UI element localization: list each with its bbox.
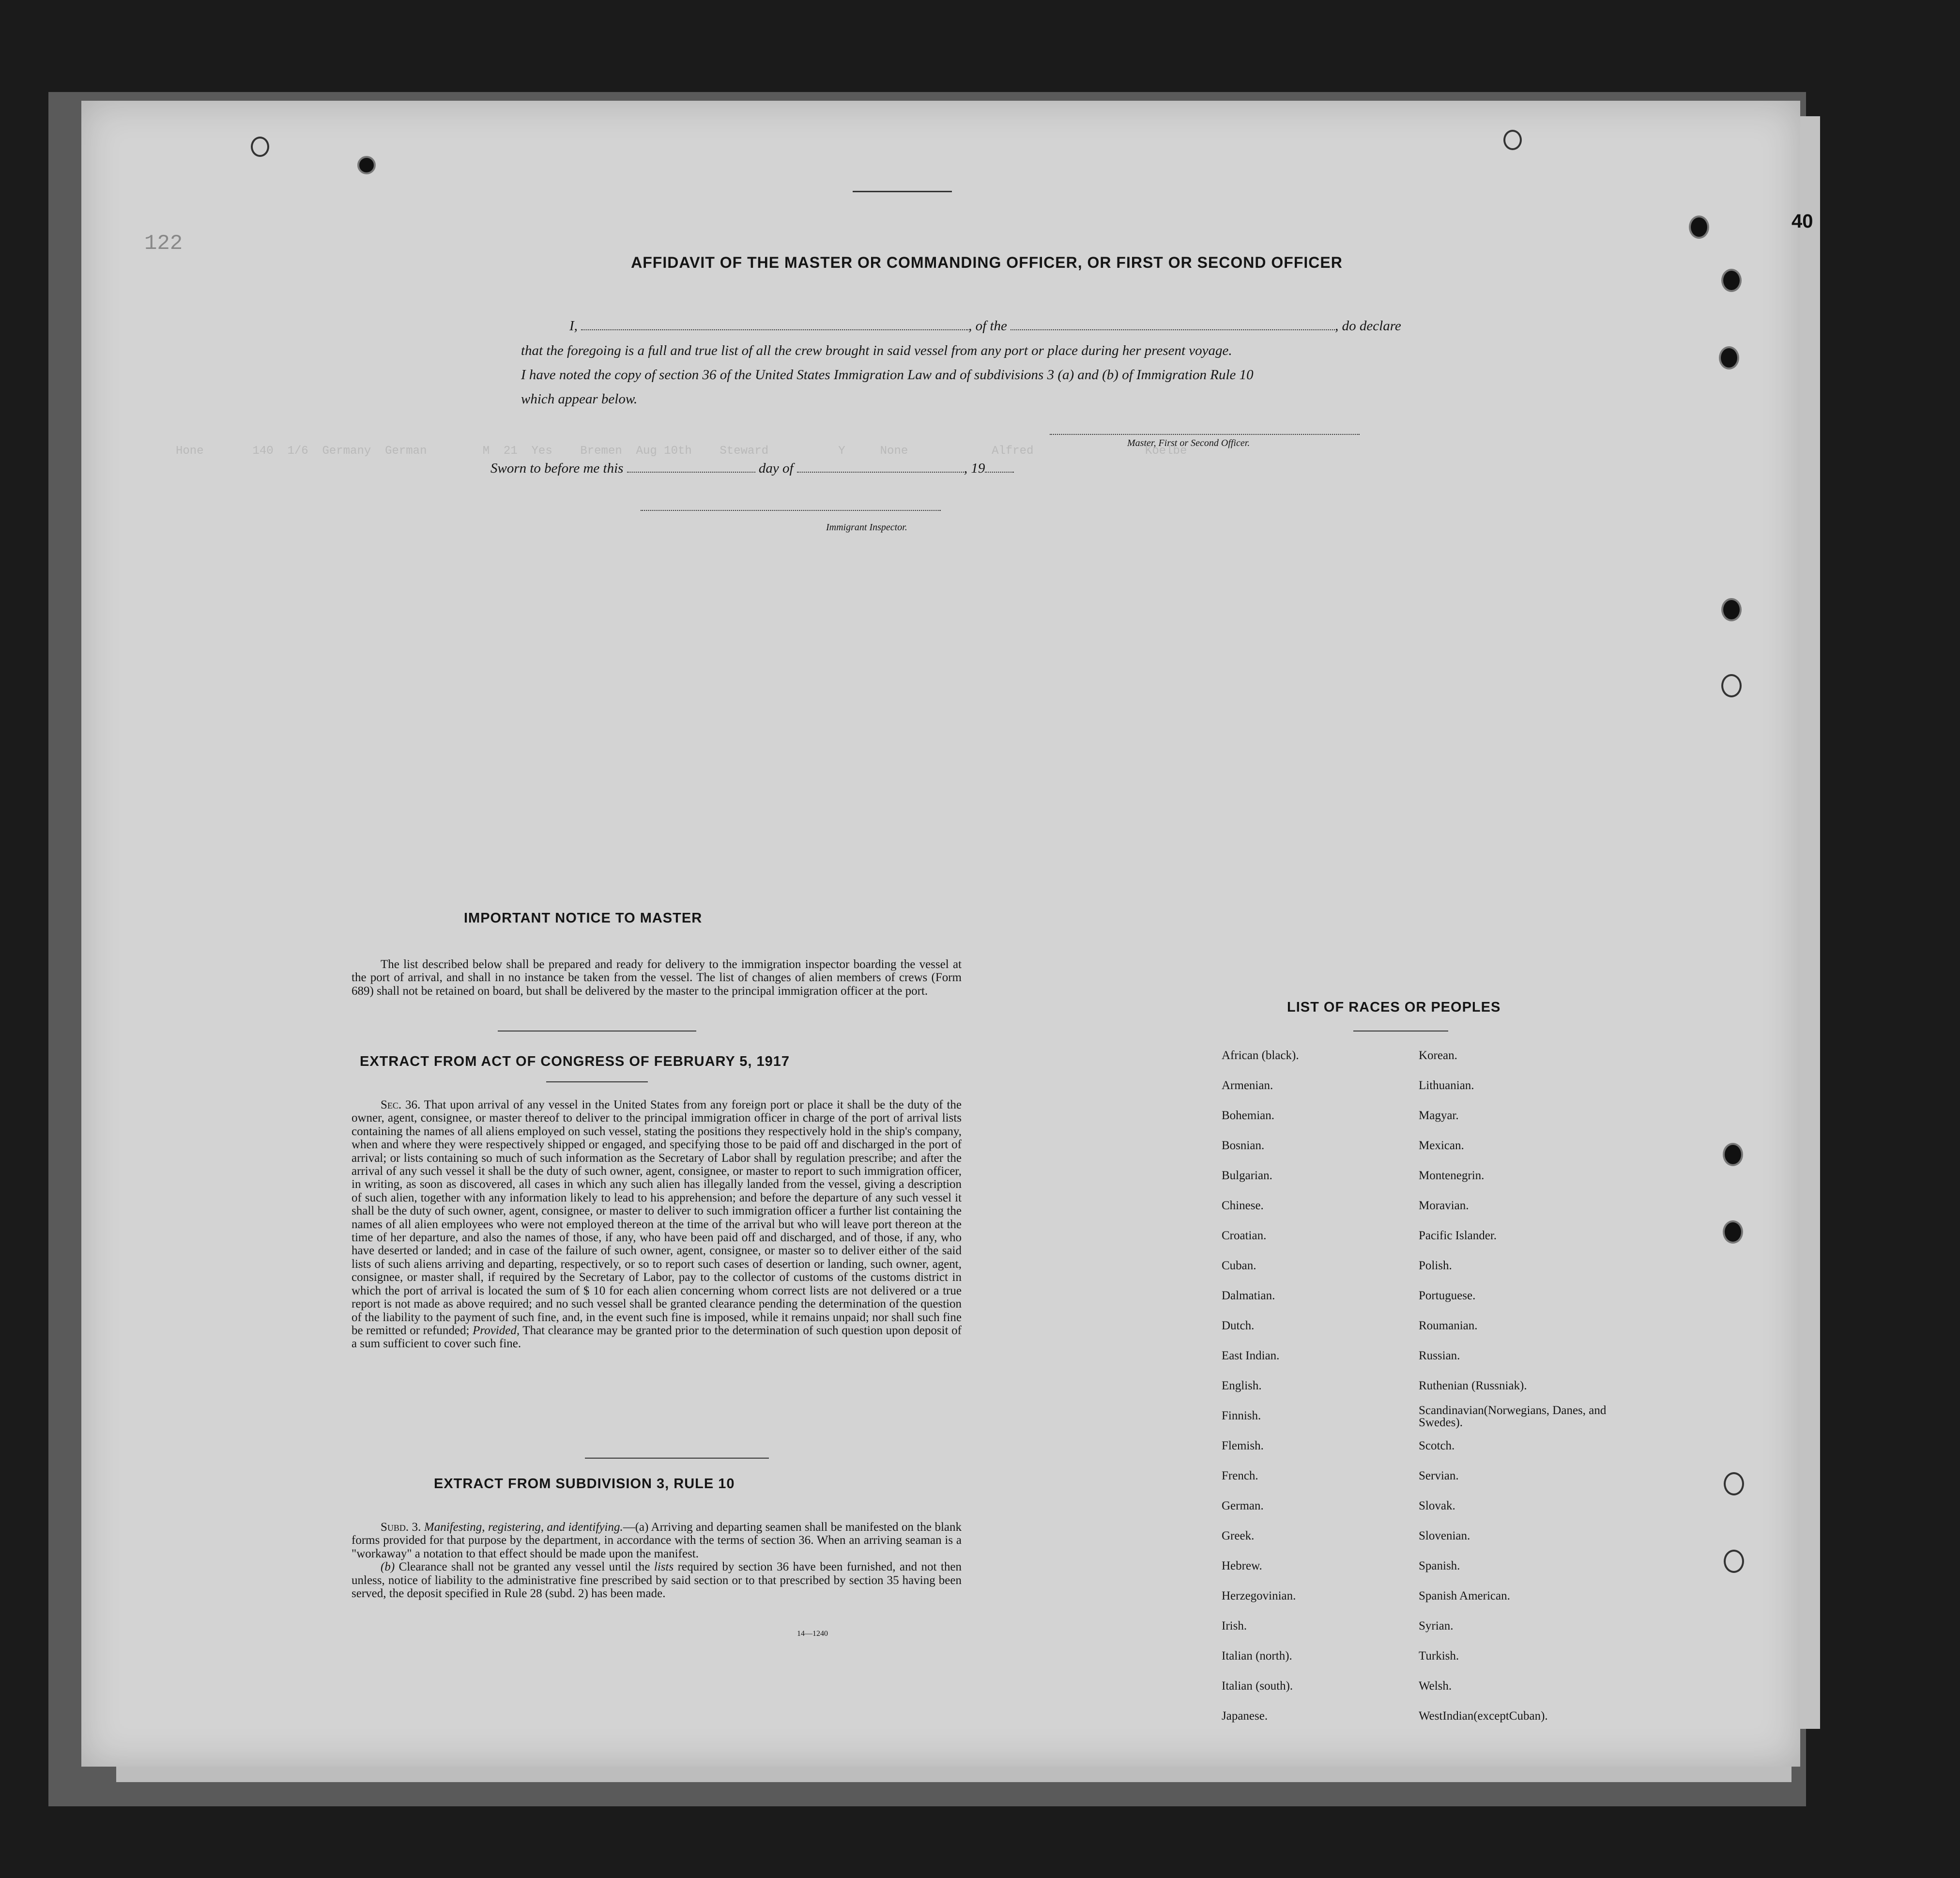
document-page [81,101,1800,1767]
race-item: African (black). [1222,1049,1299,1062]
race-item: Hebrew. [1222,1559,1262,1572]
left-margin-number: 122 [144,231,183,256]
affidavit-title: AFFIDAVIT OF THE MASTER OR COMMANDING OFFICER, OR FIRST OR SECOND OFFICER [631,254,1343,271]
race-item: Korean. [1419,1049,1457,1062]
race-item: Servian. [1419,1469,1459,1482]
race-item: Bohemian. [1222,1109,1275,1122]
rule-para-b-2: required by section 36 have been furnished, and not then unless, notice of liability to the administrative fine prescribed by said section or to that prescribed by section 35 having been served, the deposit specified in Rule 28 (subd. 2) has been made. [352,1560,962,1601]
affidavit-line-4: which appear below. [521,391,638,407]
sworn-c: , 19 [964,461,985,476]
race-item: Russian. [1419,1349,1460,1362]
rule-paragraph-b [352,1560,962,1600]
race-item: Mexican. [1419,1139,1464,1152]
races-title: LIST OF RACES OR PEOPLES [1287,1000,1501,1015]
act-provided-label: Provided, [473,1324,520,1337]
rule-para-a: —(a) Arriving and departing seamen shall be manifested on the blank forms provided for that purpose by the department, in accordance with the terms of section 36. When an arriving seaman is a "workaway" a notation to that effect should be made upon the manifest. [352,1521,962,1560]
race-item: Greek. [1222,1529,1255,1542]
binder-hole [1724,1472,1744,1495]
race-item: Spanish American. [1419,1589,1510,1602]
race-item: French. [1222,1469,1258,1482]
race-item: Pacific Islander. [1419,1229,1497,1242]
race-item: Slovenian. [1419,1529,1470,1542]
race-item: Ruthenian (Russniak). [1419,1379,1527,1392]
races-right-column [1419,1049,1608,1739]
act-paragraph [352,1098,962,1351]
race-item: Chinese. [1222,1199,1264,1212]
affidavit-line-1-a: I, [569,318,578,334]
sworn-b: day of [758,461,794,476]
race-item: Dalmatian. [1222,1289,1275,1302]
race-item: Croatian. [1222,1229,1267,1242]
race-item: Japanese. [1222,1709,1268,1723]
bleed-through-text: Hone 140 1/6 Germany German M 21 Yes Bremen Aug 10th Steward Y None Alfred Koelbe [176,445,1187,458]
rule-title: EXTRACT FROM SUBDIVISION 3, RULE 10 [434,1476,735,1492]
race-item: Cuban. [1222,1259,1256,1272]
rule-text [352,1521,962,1600]
act-rule [546,1081,648,1082]
race-item: Montenegrin. [1419,1169,1485,1182]
rule-paragraph-a [352,1521,962,1560]
race-item: English. [1222,1379,1262,1392]
race-item: Armenian. [1222,1079,1273,1092]
race-item: Irish. [1222,1619,1247,1632]
race-item: Herzegovinian. [1222,1589,1296,1602]
binder-hole [1724,1550,1744,1573]
race-item: Flemish. [1222,1439,1264,1452]
binder-hole [1721,269,1742,292]
race-item: Italian (south). [1222,1679,1293,1693]
rule-subd-label: Subd. 3. [381,1521,421,1534]
page-number-fragment: 40 [1792,211,1813,232]
name-blank-field[interactable] [581,318,968,330]
notice-text [352,958,962,998]
binder-hole [1503,130,1522,150]
title-rule [853,191,952,192]
sworn-line [490,460,1415,477]
race-item: Bosnian. [1222,1139,1265,1152]
sworn-a: Sworn to before me this [490,461,624,476]
affidavit-line-1-b: , of the [968,318,1007,334]
inspector-signature-line[interactable] [641,510,941,511]
sworn-day-field[interactable] [627,460,755,473]
binder-hole [357,156,376,174]
race-item: Lithuanian. [1419,1079,1474,1092]
binder-hole [1719,346,1739,369]
affidavit-line-2: that the foregoing is a full and true list of all the crew brought in said vessel from any port or place during her present voyage. [521,343,1232,358]
affidavit-line-1-c: , do declare [1335,318,1401,334]
act-body: That upon arrival of any vessel in the United States from any foreign port or place it shall be the duty of the owner, agent, consignee, or master thereof to deliver to the principal immigration officer in charge of the port of arrival lists containing the names of all aliens employed on such vessel, stating the positions they respectively hold in the ship's company, when and where they were respectively shipped or engaged, and specifying those to be paid off and discharged in the port of arrival; or lists containing so much of such information as the Secretary of Labor shall by regulation prescribe; and after the arrival of any such vessel it shall be the duty of such owner, agent, consignee, or master to report to such immigration officer, in writing, as soon as discovered, all cases in which any such alien has illegally landed from the vessel, giving a description of such alien, together with any information likely to lead to his apprehension; and before the departure of any such vessel it shall be the duty of such owner, agent, consignee, or master to deliver to such immigration officer a further list containing the names of all alien employees who were not employed thereon at the time of the arrival but who will leave port thereon at the time of her departure, and also the names of those, if any, who have been paid off and discharged, and of those, if any, who have deserted or landed; and in case of the failure of such owner, agent, consignee, or master so to deliver either of the said lists of such aliens arriving and departing, respectively, or so to report such cases of desertion or landing, such owner, agent, consignee, or master shall, if required by the Secretary of Labor, pay to the collector of customs of the customs district in which the port of arrival is located the sum of $ 10 for each alien concerning whom correct lists are not delivered or a true report is not made as above required; and no such vessel shall be granted clearance pending the determination of the question of the liability to the payment of such fine, and, in the event such fine is imposed, while it remains unpaid; nor shall such fine be remitted or refunded; [352,1098,962,1337]
race-item: Italian (north). [1222,1649,1292,1662]
race-item: Finnish. [1222,1409,1261,1422]
vessel-blank-field[interactable] [1011,318,1335,330]
sworn-year-field[interactable] [985,460,1014,473]
race-item: Magyar. [1419,1109,1459,1122]
rule-para-b-label: (b) [381,1560,395,1574]
notice-title: IMPORTANT NOTICE TO MASTER [464,910,703,926]
binder-hole [1689,216,1709,239]
race-item: Syrian. [1419,1619,1454,1632]
act-section-label: Sec. 36. [381,1098,421,1111]
notice-paragraph: The list described below shall be prepared and ready for delivery to the immigration inspector boarding the vessel at the port of arrival, and shall in no instance be taken from the vessel. The list of changes of alien members of crews (Form 689) shall not be retained on board, but shall be delivered by the master to the principal immigration officer at the port. [352,958,962,998]
act-title: EXTRACT FROM ACT OF CONGRESS OF FEBRUARY 5, 1917 [360,1054,790,1069]
race-item: Roumanian. [1419,1319,1478,1332]
binder-hole [1723,1220,1743,1244]
rule-para-b-1: Clearance shall not be granted any vessel until the [398,1560,650,1574]
race-item: Scotch. [1419,1439,1455,1452]
race-item: Portuguese. [1419,1289,1476,1302]
binder-hole [1721,598,1742,621]
race-item: Slovak. [1419,1499,1455,1512]
race-item: WestIndian(exceptCuban). [1419,1709,1548,1723]
act-end-rule [585,1458,769,1459]
race-item: Turkish. [1419,1649,1459,1662]
rule-para-b-lists: lists [654,1560,674,1574]
rule-subd-heading: Manifesting, registering, and identifying. [424,1521,623,1534]
affidavit-line-3: I have noted the copy of section 36 of the United States Immigration Law and of subdivisions 3 (a) and (b) of Immigration Rule 10 [521,367,1254,383]
race-item: Dutch. [1222,1319,1255,1332]
binder-hole [1723,1143,1743,1166]
race-item: Bulgarian. [1222,1169,1272,1182]
master-caption: Master, First or Second Officer. [1127,438,1250,448]
binder-hole [251,137,269,157]
act-text [352,1098,962,1351]
race-item: Scandinavian(Norwegians, Danes, and Swedes). [1419,1404,1607,1429]
form-number: 14—1240 [797,1630,828,1638]
binder-hole [1721,674,1742,697]
race-item: East Indian. [1222,1349,1280,1362]
race-item: Polish. [1419,1259,1452,1272]
master-signature-line[interactable] [1050,434,1360,435]
inspector-caption: Immigrant Inspector. [826,522,907,533]
race-item: Welsh. [1419,1679,1452,1693]
sworn-month-field[interactable] [797,460,964,473]
race-item: Moravian. [1419,1199,1469,1212]
races-left-column [1222,1049,1299,1739]
affidavit-line-1 [521,318,1446,334]
act-body-end: That clearance may be granted prior to the determination of such question upon deposit of a sum sufficient to cover such fine. [352,1324,962,1351]
race-item: Spanish. [1419,1559,1460,1572]
race-item: German. [1222,1499,1264,1512]
